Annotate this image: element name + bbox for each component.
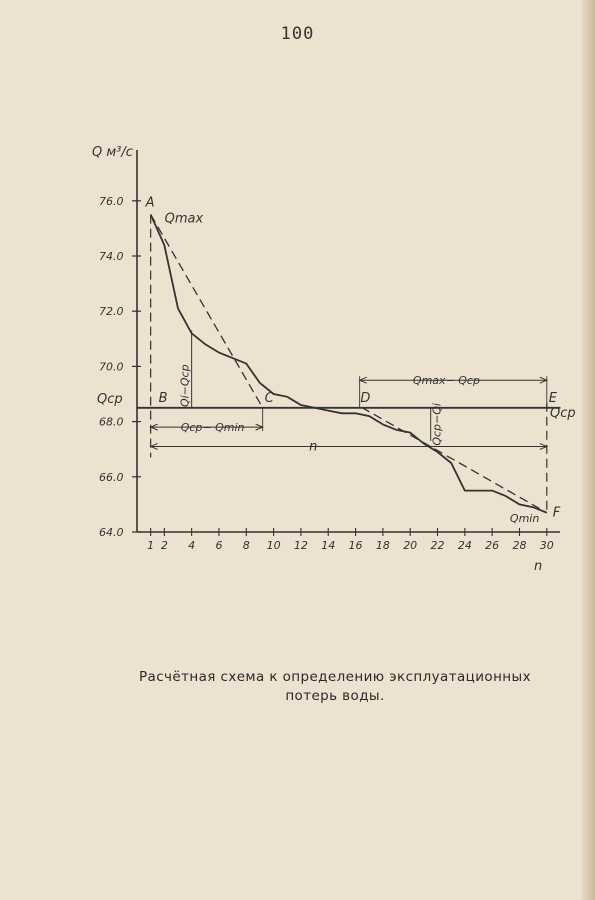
y-tick-label: 70.0: [99, 360, 124, 374]
point-label-e: E: [548, 390, 558, 406]
figure-caption: [100, 668, 570, 706]
caption-line-1: Расчётная схема к определению эксплуатационных: [139, 669, 531, 685]
y-tick-label: 76.0: [99, 194, 124, 208]
q-min-label: Qmin: [509, 512, 540, 526]
point-label-f: F: [552, 505, 561, 521]
x-tick-label: 8: [242, 539, 250, 552]
x-tick-label: 28: [512, 539, 527, 552]
point-label-d: D: [360, 390, 371, 406]
y-tick-label: 74.0: [99, 250, 124, 263]
x-tick-label: 22: [430, 539, 445, 552]
mean-label-left: Qср: [97, 391, 123, 407]
q-max-label: Qmax: [164, 211, 204, 227]
x-tick-label: 2: [160, 539, 168, 552]
x-tick-label: 10: [266, 539, 281, 552]
x-tick-label: 4: [188, 539, 196, 552]
n-span-label: n: [309, 439, 318, 455]
page-number: 100: [280, 24, 315, 44]
x-tick-label: 12: [293, 539, 308, 552]
solid-curve-series: [151, 215, 547, 513]
x-tick-label: 20: [403, 539, 418, 552]
y-tick-label: 72.0: [99, 305, 124, 319]
x-tick-label: 24: [457, 539, 472, 552]
x-tick-label: 14: [321, 539, 336, 552]
x-tick-label: 1: [147, 539, 155, 552]
point-label-c: C: [264, 390, 274, 406]
caption-line-2: потерь воды.: [285, 688, 385, 704]
y-axis-label: Q м³/с: [92, 145, 133, 160]
qcp-minus-qi-label: Qср−Qi: [430, 403, 444, 446]
x-tick-label: 30: [539, 539, 554, 552]
x-tick-label: 6: [215, 539, 223, 552]
qmax-minus-qcp-label: Qmax− Qср: [412, 374, 480, 388]
point-label-a: A: [145, 195, 155, 211]
y-tick-label: 64.0: [99, 526, 124, 539]
y-tick-label: 66.0: [99, 470, 124, 484]
qcp-minus-qmin-label: Qср− Qmin: [180, 421, 245, 435]
dashed-line-series: [151, 215, 547, 513]
point-label-b: B: [158, 390, 168, 406]
x-tick-label: 16: [348, 539, 363, 552]
qi-minus-qcp-label: Qi−Qср: [178, 364, 192, 408]
y-tick-label: 68.0: [99, 415, 124, 429]
x-axis-label: n: [534, 559, 543, 574]
x-tick-label: 26: [485, 539, 500, 552]
mean-label-right: Qср: [550, 405, 576, 421]
x-tick-label: 18: [375, 539, 390, 552]
